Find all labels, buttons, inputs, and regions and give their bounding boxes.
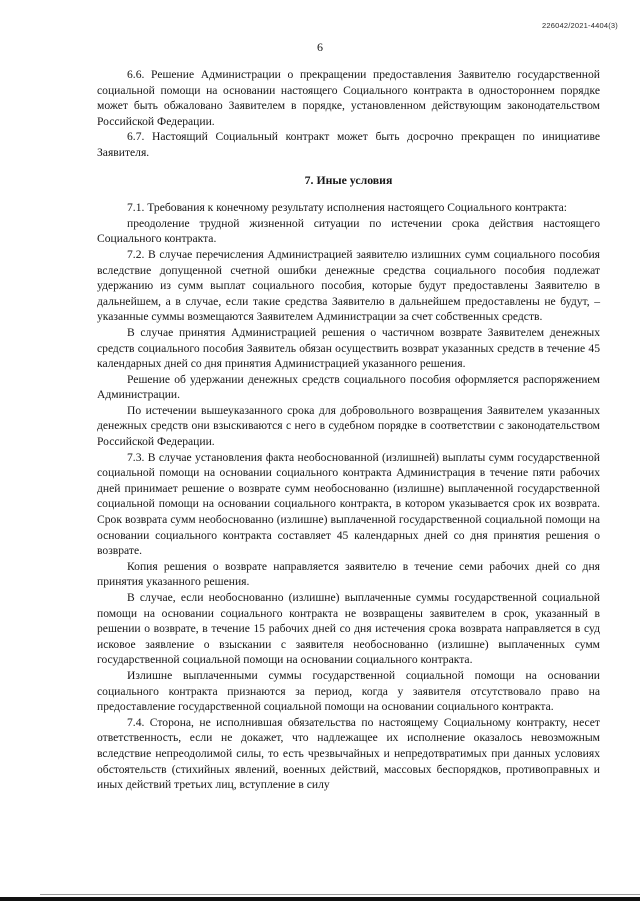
paragraph-7-3: 7.3. В случае установления факта необоснованной (излишней) выплаты сумм государственной социальной помощи на основании социального контракта Администрация в течение пяти рабочих дней принимает решение о возврате сумм необоснованно (излишне) выплаченной государственной социальной помощи на основании социального контракта, в котором указывается срок их возврата. Срок возврата сумм необоснованно (излишне) выплаченной государственной социальной помощи на основании социального контракта составляет 45 календарных дней со дня принятия решения о возврате. (97, 450, 600, 558)
scan-edge-bar (0, 897, 640, 901)
paragraph-7-3-excess: Излишне выплаченными суммы государственной социальной помощи на основании социального контракта признаются за период, когда у заявителя отсутствовало право на предоставление государственной социальной помощи на основании социального контракта. (97, 668, 600, 714)
paragraph-6-6: 6.6. Решение Администрации о прекращении предоставления Заявителю государственной социальной помощи на основании настоящего Социального контракта в одностороннем порядке может быть обжаловано Заявителем в порядке, установленном действующим законодательством Российской Федерации. (97, 68, 600, 128)
paragraph-7-2-court: По истечении вышеуказанного срока для добровольного возвращения Заявителем указанных денежных средств они взыскиваются с него в судебном порядке в соответствии с законодательством Российской Федерации. (97, 403, 600, 449)
paragraph-7-2-partial-return: В случае принятия Администрацией решения о частичном возврате Заявителем денежных средств социального пособия Заявитель обязан осуществить возврат указанных средств в течение 45 календарных дней со дня принятия Администрацией указанного решения. (97, 325, 600, 371)
document-number: 226042/2021-4404(3) (542, 21, 618, 30)
scan-edge-line (40, 894, 640, 895)
section-heading-7: 7. Иные условия (304, 172, 393, 187)
paragraph-7-2-decision: Решение об удержании денежных средств социального пособия оформляется распоряжением Администрации. (97, 372, 600, 402)
paragraph-7-1: 7.1. Требования к конечному результату исполнения настоящего Социального контракта: (127, 201, 567, 215)
paragraph-7-4: 7.4. Сторона, не исполнившая обязательства по настоящему Социальному контракту, несет ответственность, если не докажет, что надлежащее их исполнение оказалось невозможным вследствие непреодолимой силы, то есть чрезвычайных и непредотвратимых при данных условиях обстоятельств (стихийных явлений, военных действий, массовых беспорядков, противоправных и иных действий третьих лиц, вступление в силу (97, 715, 600, 792)
paragraph-6-7: 6.7. Настоящий Социальный контракт может быть досрочно прекращен по инициативе Заявителя. (97, 130, 600, 159)
paragraph-7-1-result: преодоление трудной жизненной ситуации по истечении срока действия настоящего Социального контракта. (97, 216, 600, 246)
paragraph-7-3-lawsuit: В случае, если необоснованно (излишне) выплаченные суммы государственной социальной помощи на основании социального контракта не возвращены заявителем в срок, указанный в решении о возврате, в течение 15 рабочих дней со дня истечения срока возврата направляется в суд исковое заявление о взыскании с заявителя необоснованно (излишне) выплаченных сумм государственной социальной помощи на основании социального контракта. (97, 591, 600, 667)
page-number: 6 (317, 40, 323, 54)
paragraph-7-3-copy: Копия решения о возврате направляется заявителю в течение семи рабочих дней со дня принятия указанного решения. (97, 559, 600, 589)
document-body (97, 67, 600, 793)
paragraph-7-2: 7.2. В случае перечисления Администрацией заявителю излишних сумм социального пособия вследствие допущенной счетной ошибки денежные средства социального пособия подлежат удержанию из сумм выплат социального пособия, которые будут предоставлены Заявителю в дальнейшем, а в случае, если такие средства Заявителю в дальнейшем предоставлены не будут, – указанные суммы возмещаются Заявителем Администрации за счет собственных средств. (97, 247, 600, 324)
